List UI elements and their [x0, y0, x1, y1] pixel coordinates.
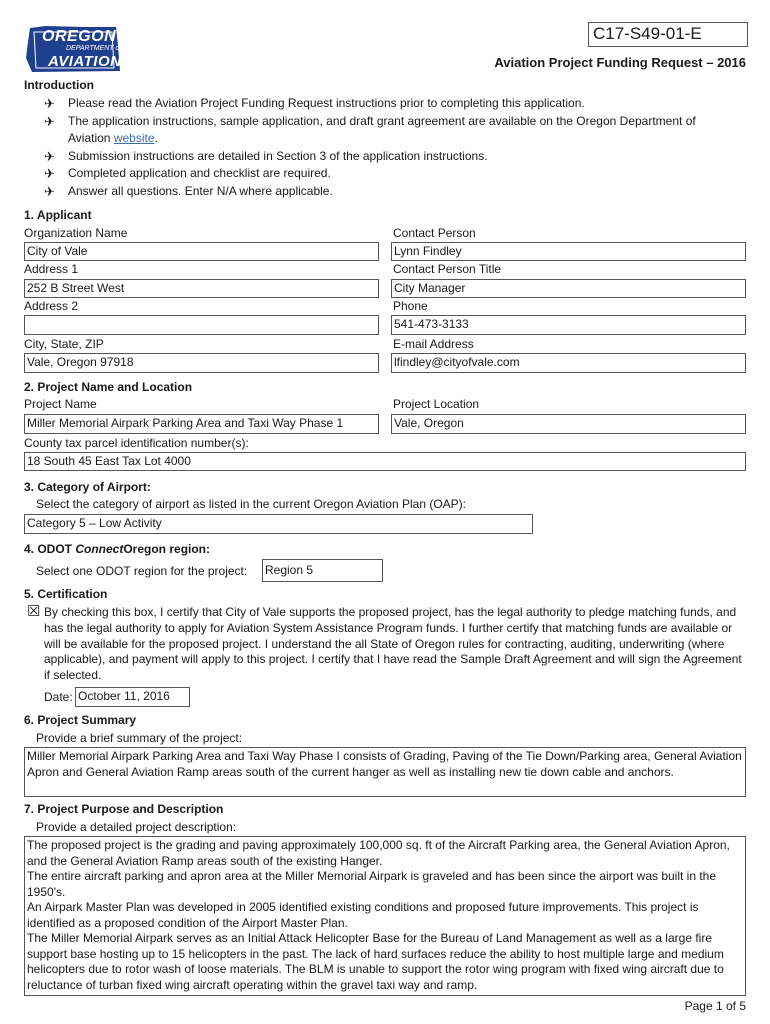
intro-item: ✈ Completed application and checklist are required.	[44, 166, 331, 181]
logo-line-oregon: OREGON	[42, 28, 117, 45]
airplane-bullet-icon: ✈	[44, 166, 55, 181]
category-prompt: Select the category of airport as listed in the current Oregon Aviation Plan (OAP):	[36, 497, 467, 511]
project-heading: 2. Project Name and Location	[24, 380, 193, 394]
logo-line-aviation: AVIATION	[48, 53, 122, 70]
date-field[interactable]: October 11, 2016	[75, 687, 190, 707]
purpose-prompt: Provide a detailed project description:	[36, 820, 237, 834]
description-paragraph: The Miller Memorial Airpark serves as an Initial Attack Helicopter Base for the Bureau of Land Management as well as a large fire support base hosting up to 15 helicopters in the past. The lack of hard surfaces reduce the ability to host multiple large and medium helicopters due to rotor wash of loose materials. The BLM is unable to support the rotor wing program with fixed wing aircraft due to reluctance of turban fixed wing aircraft operating within the gravel taxi way and ramp.	[27, 931, 724, 992]
date-label: Date:	[44, 690, 73, 704]
city-state-zip-label: City, State, ZIP	[24, 337, 104, 351]
airport-category-field[interactable]: Category 5 – Low Activity	[24, 514, 533, 534]
city-state-zip-field[interactable]: Vale, Oregon 97918	[24, 353, 379, 373]
phone-field[interactable]: 541-473-3133	[391, 315, 746, 335]
project-name-field[interactable]: Miller Memorial Airpark Parking Area and Taxi Way Phase 1	[24, 414, 379, 434]
page-title: Aviation Project Funding Request – 2016	[494, 55, 746, 70]
description-paragraph: The proposed project is the grading and paving approximately 100,000 sq. ft of the Aircraft Parking area, the General Aviation Apron, and the General Aviation Ramp areas south of the existing Hanger.	[27, 838, 730, 868]
region-heading: 4. ODOT ConnectOregon region:	[24, 542, 211, 556]
contact-person-field[interactable]: Lynn Findley	[391, 242, 746, 261]
purpose-heading: 7. Project Purpose and Description	[24, 802, 224, 816]
intro-list	[44, 95, 734, 200]
airplane-bullet-icon: ✈	[44, 96, 55, 111]
address1-field[interactable]: 252 B Street West	[24, 279, 379, 298]
description-paragraph: An Airpark Master Plan was developed in 2005 identified existing conditions and proposed future improvements. This project is identified as a proposed condition of the Airport Master Plan.	[27, 900, 699, 930]
phone-label: Phone	[393, 299, 428, 313]
email-label: E-mail Address	[393, 337, 474, 351]
intro-item: ✈ Please read the Aviation Project Funding Request instructions prior to completing this application.	[44, 96, 585, 111]
airplane-bullet-icon: ✈	[44, 183, 55, 199]
airplane-bullet-icon: ✈	[44, 113, 55, 129]
certification-heading: 5. Certification	[24, 587, 108, 601]
address2-field[interactable]	[24, 315, 379, 335]
org-name-field[interactable]: City of Vale	[24, 242, 379, 261]
intro-heading: Introduction	[24, 78, 94, 92]
project-location-field[interactable]: Vale, Oregon	[391, 414, 746, 434]
website-link[interactable]: website	[113, 131, 155, 145]
project-name-label: Project Name	[24, 397, 97, 411]
oregon-aviation-logo	[24, 24, 122, 74]
category-heading: 3. Category of Airport:	[24, 480, 151, 494]
summary-heading: 6. Project Summary	[24, 713, 137, 727]
email-field[interactable]: lfindley@cityofvale.com	[391, 353, 746, 373]
logo-line-department: DEPARTMENT of	[66, 45, 122, 52]
address1-label: Address 1	[24, 262, 79, 276]
summary-prompt: Provide a brief summary of the project:	[36, 731, 243, 745]
intro-item: ✈ The application instructions, sample application, and draft grant agreement are available on the Oregon Department of Aviation website.	[44, 113, 696, 145]
page-number: Page 1 of 5	[684, 999, 746, 1013]
tax-parcel-label: County tax parcel identification number(s):	[24, 436, 249, 450]
airplane-bullet-icon: ✈	[44, 148, 55, 164]
address2-label: Address 2	[24, 299, 79, 313]
description-paragraph: The entire aircraft parking and apron area at the Miller Memorial Airpark is graveled and has been since the airport was built in the 1950's.	[27, 869, 717, 899]
intro-item: ✈ Answer all questions. Enter N/A where applicable.	[44, 183, 333, 199]
project-description-field[interactable]	[24, 836, 746, 996]
project-summary-field[interactable]: Miller Memorial Airpark Parking Area and Taxi Way Phase I consists of Grading, Paving of the Tie Down/Parking area, General Aviation Apron and General Aviation Ramp areas south of the current hanger as well as installing new tie down cable and anchors.	[24, 747, 746, 797]
region-prompt: Select one ODOT region for the project:	[36, 564, 248, 578]
org-name-label: Organization Name	[24, 226, 128, 240]
certification-text: By checking this box, I certify that City of Vale supports the proposed project, has the legal authority to pledge matching funds, and has the legal authority to apply for Aviation System Assistance Program funds. I further certify that matching funds are available or will be available for the proposed project. I understand the all State of Oregon rules for contracting, auditing, underwriting (where applicable), and payment will apply to this project. I certify that I have read the Sample Draft Agreement and will sign the Agreement if selected.	[44, 605, 742, 683]
form-id-box: C17-S49-01-E	[588, 22, 748, 47]
project-location-label: Project Location	[393, 397, 480, 411]
certification-checkbox[interactable]: ☒	[27, 603, 41, 620]
odot-region-field[interactable]: Region 5	[262, 559, 383, 582]
contact-title-field[interactable]: City Manager	[391, 279, 746, 298]
contact-title-label: Contact Person Title	[393, 262, 502, 276]
applicant-heading: 1. Applicant	[24, 208, 92, 222]
tax-parcel-field[interactable]: 18 South 45 East Tax Lot 4000	[24, 452, 746, 471]
intro-item: ✈ Submission instructions are detailed in Section 3 of the application instructions.	[44, 148, 488, 164]
contact-person-label: Contact Person	[393, 226, 476, 240]
